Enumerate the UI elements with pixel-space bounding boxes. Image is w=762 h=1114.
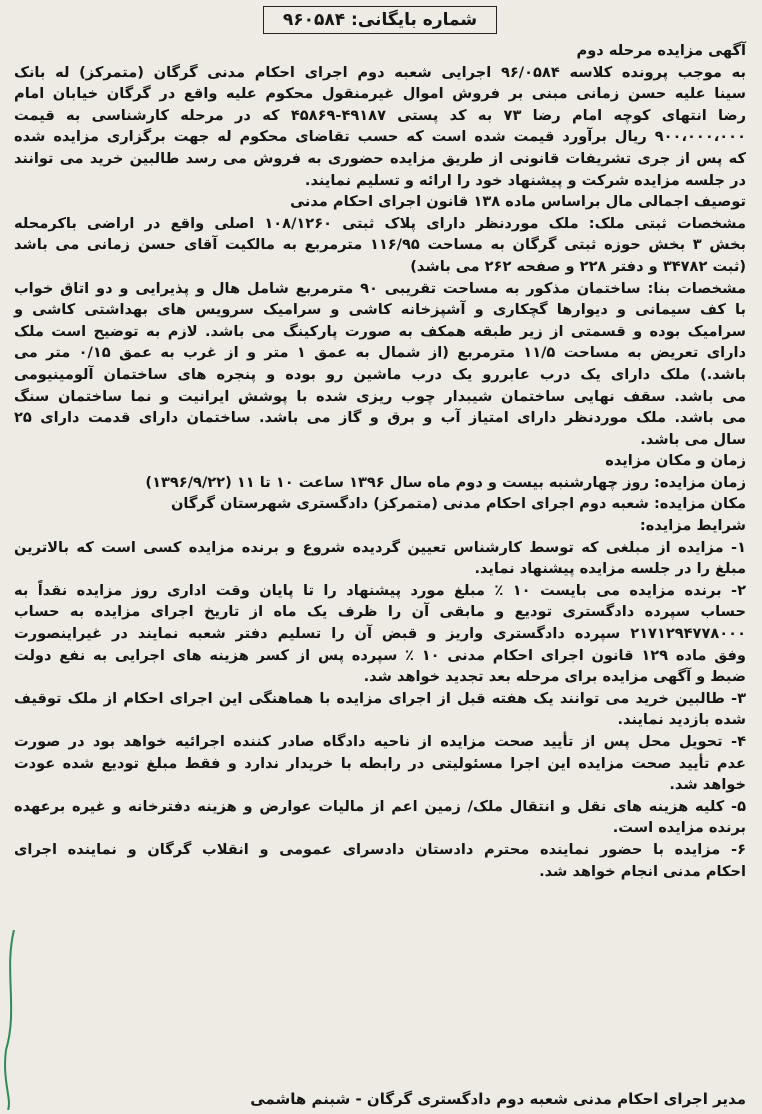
condition-line: ۳- طالبین خرید می توانند یک هفته قبل از اجرای مزایده با هماهنگی این اجرای احکام از ملک توقیف	[14, 689, 746, 707]
archive-number: شماره بایگانی: ۹۶۰۵۸۴	[282, 10, 478, 30]
archive-number-box	[263, 6, 497, 34]
condition-line: خواهد شد.	[669, 776, 746, 794]
intro-paragraph	[14, 62, 746, 192]
building-line: سرامیک بوده و قسمتی از زیر طبقه همکف به صورت پارکینگ می باشد. لازم به توضیح است ملک	[14, 322, 746, 340]
intro-line: به موجب پرونده کلاسه ۹۶/۰۵۸۴ اجرایی شعبه دوم اجرای احکام مدنی گرگان (متمرکز) له بانک	[14, 63, 746, 81]
intro-line: که پس از جری تشریفات قانونی از طریق مزایده حضوری به فروش می رسد طالبین خرید می توانند	[14, 149, 746, 167]
condition-line: ۴- تحویل محل پس از تأیید صحت مزایده از ناحیه دادگاه صادر کننده اجرائیه خواهد بود در صورت	[14, 733, 746, 750]
condition-line: ۲- برنده مزایده می بایست ۱۰ ٪ مبلغ مورد پیشنهاد را تا پایان وقت اداری روز مزایده نقداً به	[14, 581, 746, 599]
registration-paragraph	[14, 213, 746, 278]
registration-line: بخش ۳ بخش حوزه ثبتی گرگان به مساحت ۱۱۶/۹۵ مترمربع به مالکیت آقای حسن زمانی می باشد	[14, 236, 746, 254]
condition-line: ضبط و آگهی مزایده برای مرحله بعد تجدید خواهد شد.	[363, 668, 746, 686]
condition-line: ۶- مزایده با حضور نماینده محترم دادستان دادسرای عمومی و انقلاب گرگان و نماینده اجرای	[14, 840, 746, 858]
building-line: دارای تعریض به مساحت ۱۱/۵ مترمربع (از شمال به عمق ۱ متر و از غرب به عمق ۰/۱۵ متر می	[14, 344, 746, 362]
intro-line: ۹۰۰،۰۰۰،۰۰۰ ریال برآورد قیمت شده است که حسب تقاضای محکوم له جهت برگزاری مزایده شده	[14, 128, 746, 146]
conditions-list	[14, 537, 746, 883]
auction-time: زمان مزایده: روز چهارشنبه بیست و دوم ماه سال ۱۳۹۶ ساعت ۱۰ تا ۱۱ (۱۳۹۶/۹/۲۲)	[145, 473, 746, 491]
building-line: می باشد. سقف نهایی ساختمان شیبدار چوب ریزی شده با پوشش ایرانیت و نما ساختمان سنگ	[14, 387, 746, 405]
signature-line: مدیر اجرای احکام مدنی شعبه دوم دادگستری گرگان - شبنم هاشمی	[250, 1090, 746, 1108]
intro-line: سینا علیه حسن زمانی مبنی بر فروش اموال غیرمنقول محکوم علیه واقع در گرگان خیابان امام	[14, 85, 746, 103]
condition-line: احکام مدنی انجام خواهد شد.	[539, 862, 746, 880]
intro-line: رضا انتهای کوچه امام رضا ۷۳ به کد پستی ۴۹۱۸۷-۴۵۸۶۹ که در مرحله کارشناسی به قیمت	[14, 106, 746, 124]
building-paragraph	[14, 278, 746, 451]
building-line: مشخصات بنا: ساختمان مذکور به مساحت تقریبی ۹۰ مترمربع شامل هال و پذیرایی و دو اتاق خواب	[14, 279, 747, 297]
notice-title: آگهی مزایده مرحله دوم	[576, 42, 746, 59]
building-line: سال می باشد.	[640, 430, 746, 448]
condition-line: وفق ماده ۱۲۹ قانون اجرای احکام مدنی ۱۰ ٪ سپرده پس از کسر هزینه های اجرایی به نفع دولت	[14, 646, 746, 664]
intro-line: در جلسه مزایده شرکت و پیشنهاد خود را ارائه و تسلیم نمایند.	[304, 171, 746, 189]
condition-line: مبلغ را در جلسه مزایده پیشنهاد نماید.	[474, 560, 746, 578]
building-line: باشد.) ملک دارای یک درب عابررو یک درب ماشین رو بوده و پنجره های ساختمان آلومینیومی	[14, 365, 746, 383]
condition-line: برنده مزایده است.	[612, 819, 746, 837]
scan-edge-mark	[0, 930, 20, 1110]
building-line: با کف سیمانی و دیوارها گچکاری و آشپزخانه کاشی و سرامیک سرویس های بهداشتی کاشی و	[14, 301, 746, 319]
condition-line: حساب سپرده دادگستری تودیع و مابقی آن را ظرف یک ماه از تاریخ اجرای مزایده به حساب	[14, 603, 746, 621]
building-line: می باشد. ملک موردنظر دارای امتیاز آب و برق و گاز می باشد. ساختمان دارای قدمت دارای ۲۵	[14, 409, 746, 427]
condition-line: ۵- کلیه هزینه های نقل و انتقال ملک/ زمین اعم از مالیات عوارض و هزینه دفترخانه و غیره برعهده	[14, 797, 746, 815]
auction-place: مکان مزایده: شعبه دوم اجرای احکام مدنی (متمرکز) دادگستری شهرستان گرگان	[170, 495, 746, 513]
registration-line: مشخصات ثبتی ملک: ملک موردنظر دارای پلاک ثبتی ۱۰۸/۱۲۶۰ اصلی واقع در اراضی باکرمحله	[14, 214, 746, 232]
condition-line: ۱- مزایده از مبلغی که توسط کارشناس تعیین گردیده شروع و برنده مزایده کسی است که بالاترین	[14, 538, 746, 556]
description-heading: توصیف اجمالی مال براساس ماده ۱۳۸ قانون اجرای احکام مدنی	[290, 193, 746, 211]
time-place-heading: زمان و مکان مزایده	[605, 452, 746, 470]
conditions-heading: شرایط مزایده:	[639, 517, 746, 535]
condition-line: شده بازدید نمایند.	[617, 711, 746, 729]
condition-line: ۲۱۷۱۲۹۴۷۷۸۰۰۰ سپرده دادگستری واریز و قبض آن را تسلیم دفتر شعبه نمایند در غیراینصورت	[14, 625, 746, 643]
condition-line: عدم تأیید صحت مزایده این اجرا مسئولیتی در رابطه با خریدار ندارد و فقط مبلغ تودیع شده عودت	[14, 754, 746, 772]
registration-line: (ثبت ۳۴۷۸۲ و دفتر ۲۲۸ و صفحه ۲۶۲ می باشد)	[410, 257, 746, 275]
